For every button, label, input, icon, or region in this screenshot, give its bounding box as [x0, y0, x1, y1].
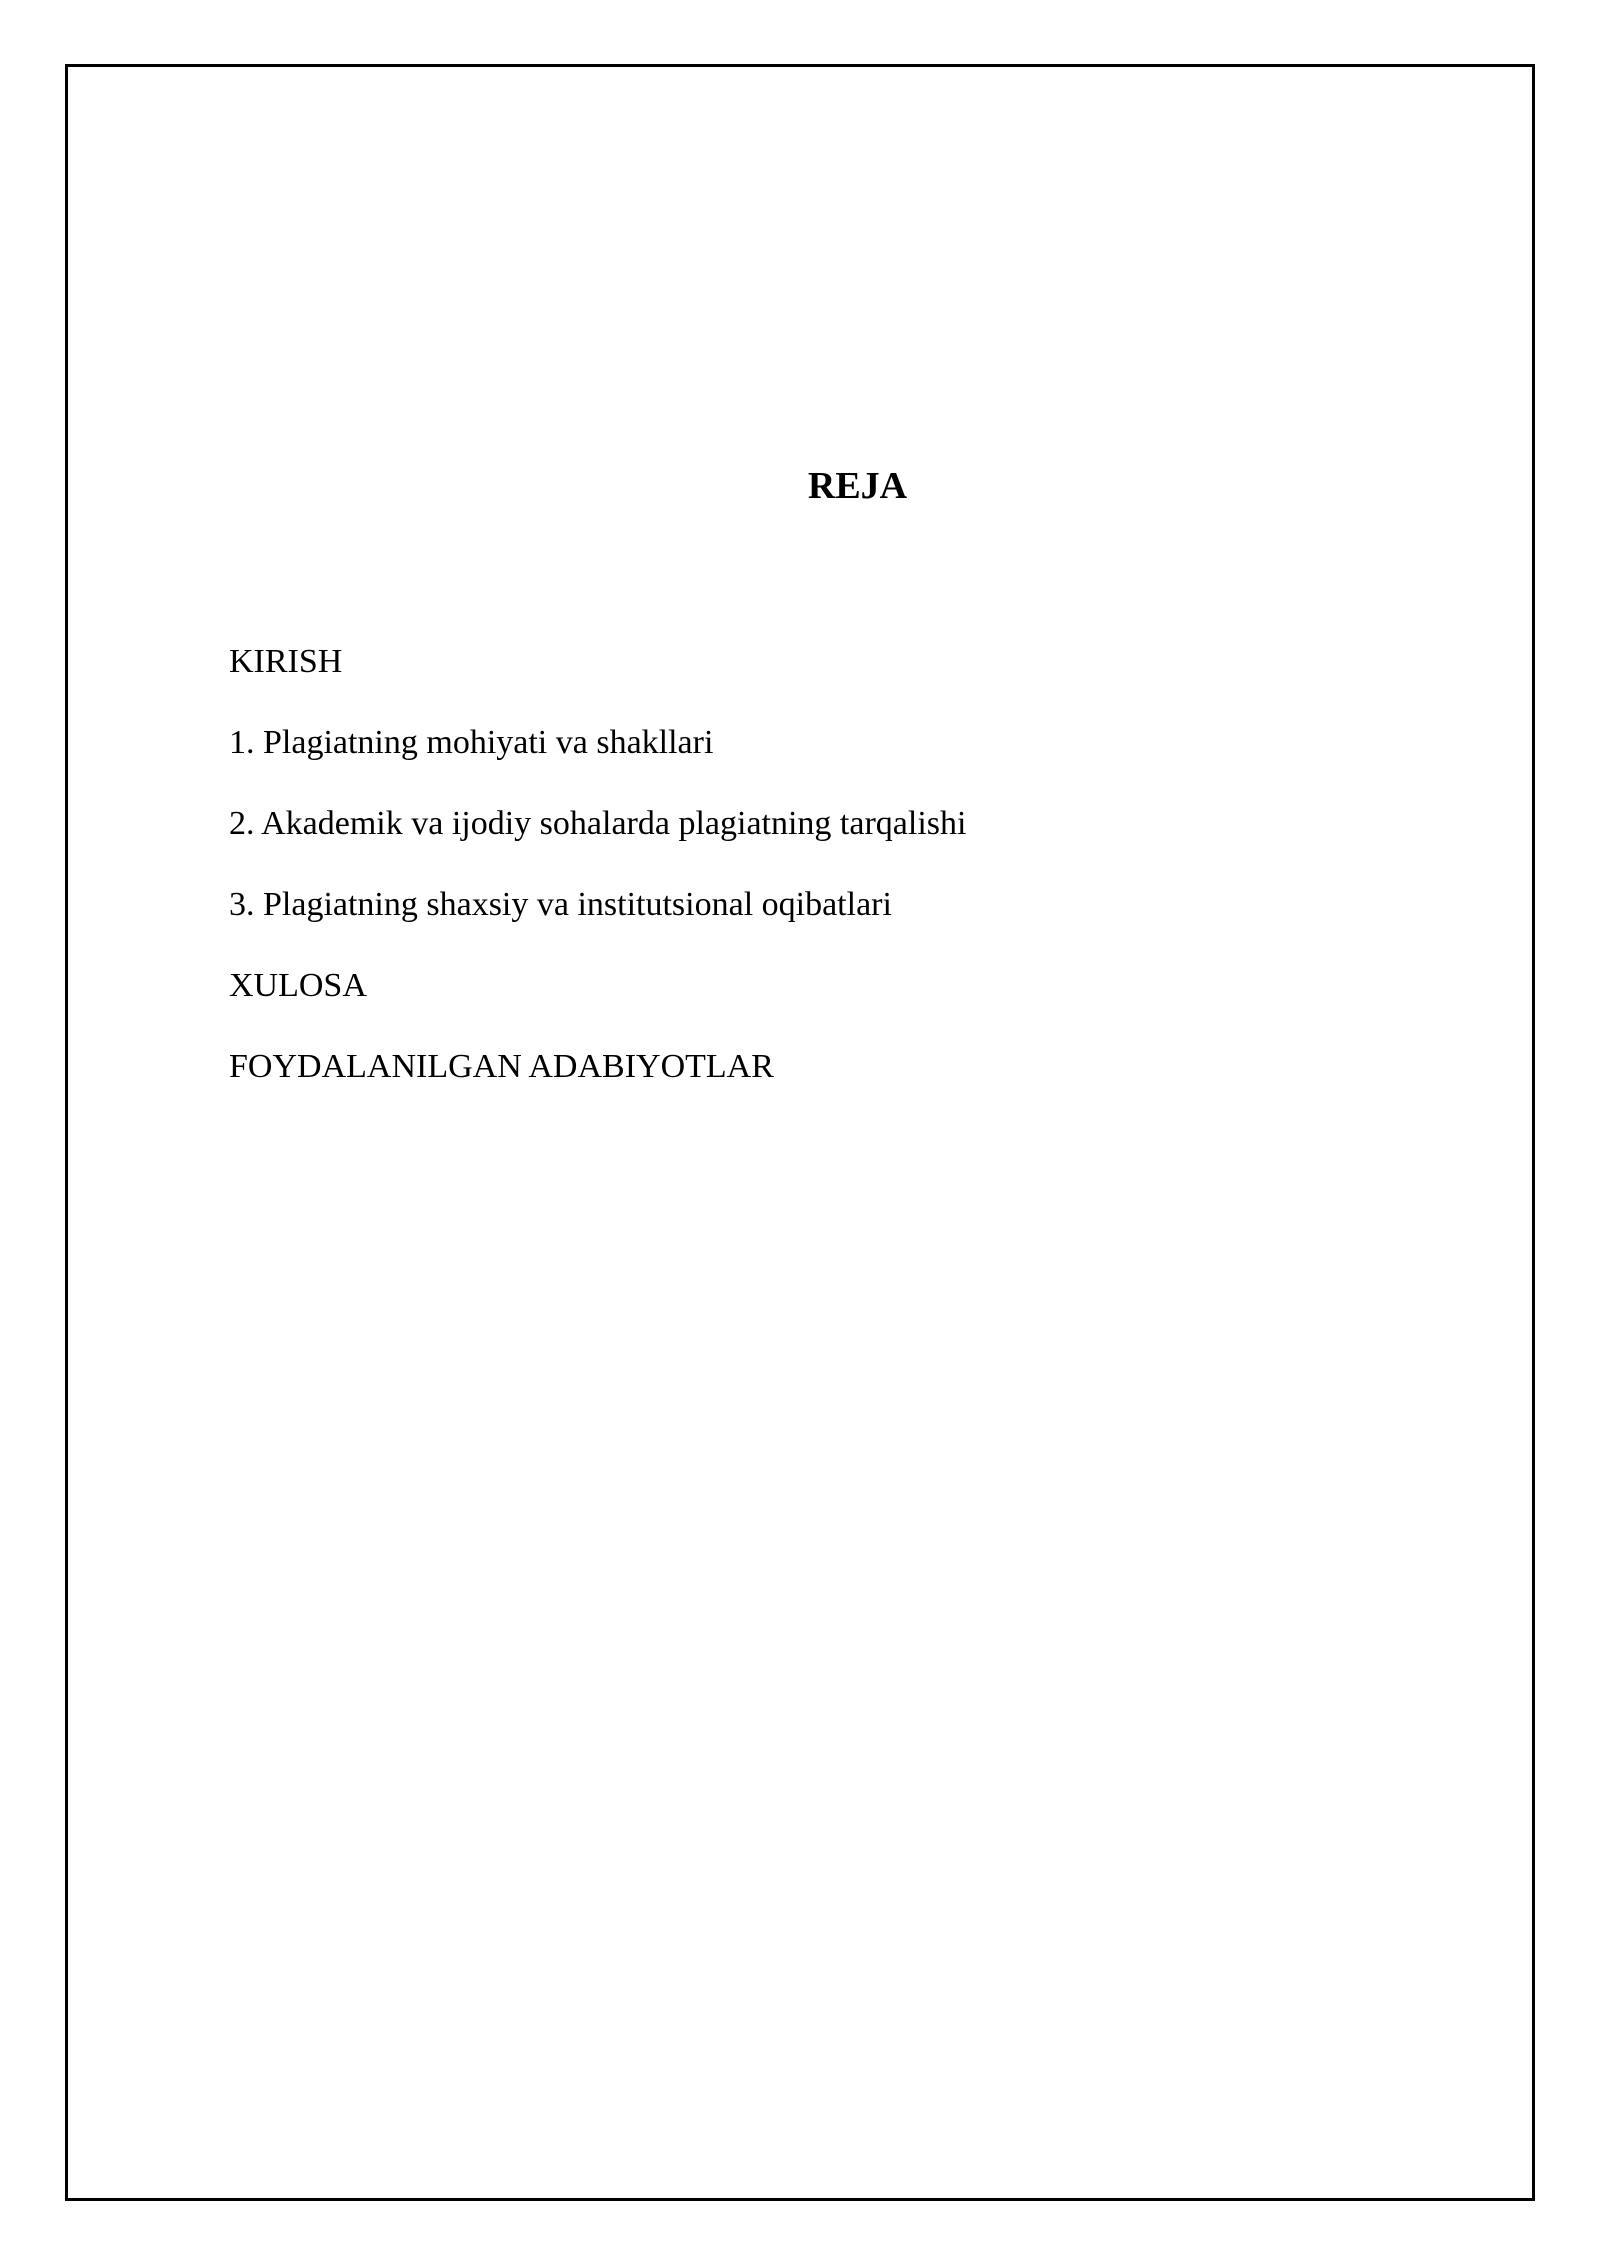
toc-item-introduction: KIRISH — [229, 643, 343, 680]
toc-item-chapter-2: 2. Akademik va ijodiy sohalarda plagiatning tarqalishi — [229, 805, 967, 842]
page-title: REJA — [807, 465, 908, 507]
toc-item-references: FOYDALANILGAN ADABIYOTLAR — [229, 1048, 774, 1085]
toc-item-chapter-1: 1. Plagiatning mohiyati va shakllari — [229, 724, 714, 761]
table-of-contents — [229, 642, 966, 1128]
toc-item-chapter-3: 3. Plagiatning shaxsiy va institutsional oqibatlari — [229, 886, 892, 923]
page-border — [65, 64, 1535, 2201]
toc-item-conclusion: XULOSA — [229, 967, 367, 1004]
